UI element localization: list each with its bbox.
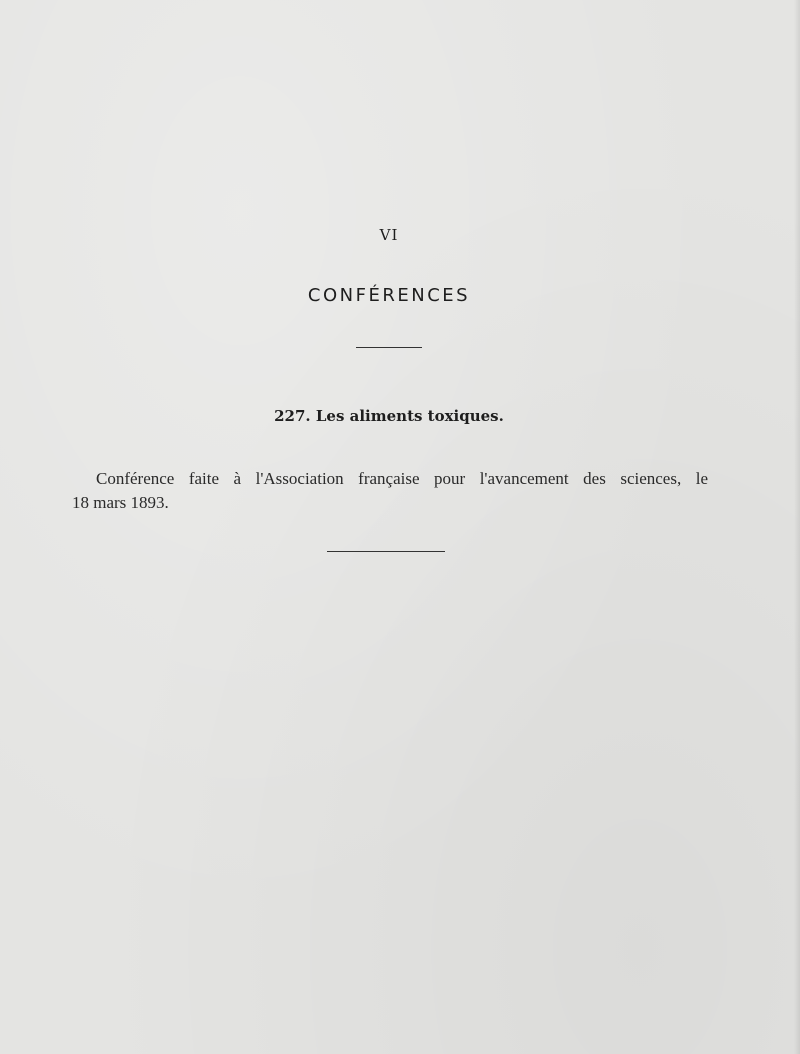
description-line-2: 18 mars 1893.	[72, 493, 169, 512]
title-divider	[356, 347, 422, 348]
chapter-title: CONFÉRENCES	[307, 285, 471, 306]
article-description	[72, 467, 708, 515]
article-title: 227. Les aliments toxiques.	[274, 407, 504, 425]
section-end-divider	[327, 551, 445, 552]
page-edge-shadow	[794, 0, 800, 1054]
description-line-1: Conférence faite à l'Association française pour l'avancement des sciences, le	[96, 469, 708, 488]
chapter-number: VI	[379, 226, 399, 244]
